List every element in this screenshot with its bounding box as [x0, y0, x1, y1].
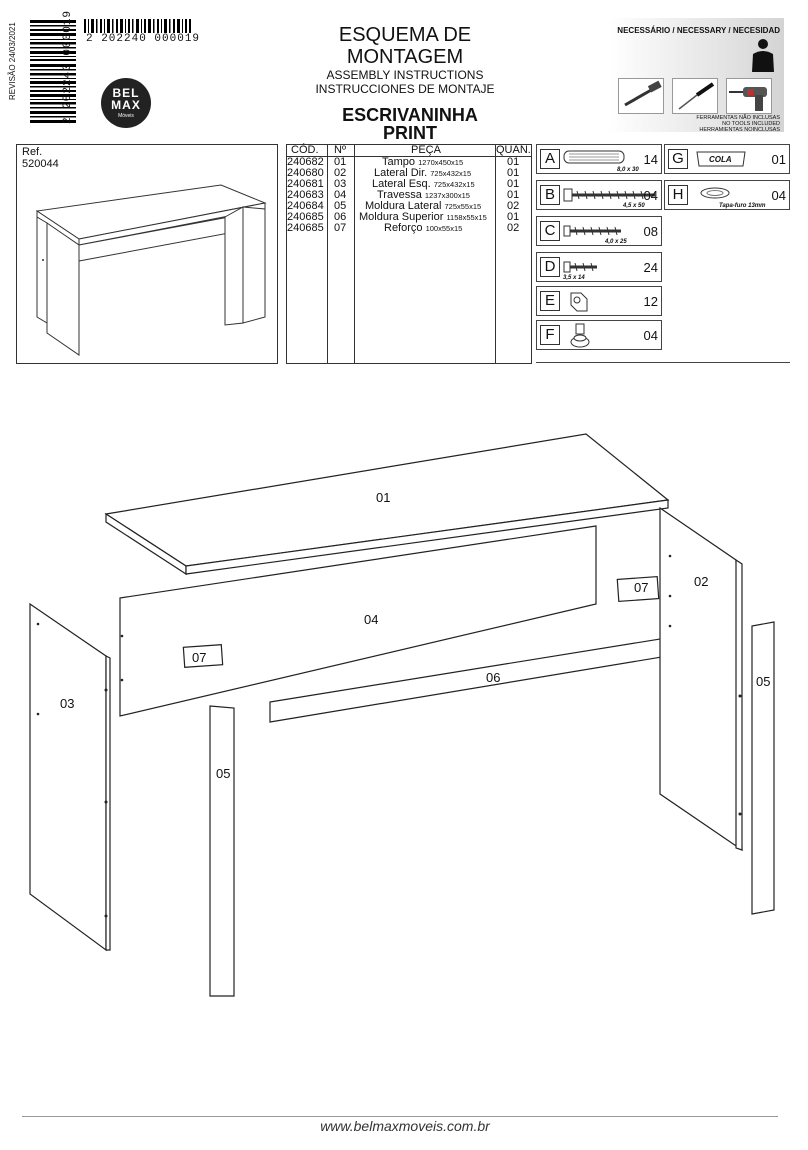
assembly-drawing — [0, 420, 808, 1020]
table-row: 240685 07 Reforço 100x55x15 02 — [287, 222, 520, 234]
tools-note: FERRAMENTAS NÃO INCLUSAS NO TOOLS INCLUDED HERRAMIENTAS NOINCLUSAS — [696, 115, 780, 133]
title-es: INSTRUCCIONES DE MONTAJE — [315, 82, 495, 96]
foot-pad-icon — [569, 322, 591, 350]
part-03-left — [30, 604, 106, 950]
hardware-item-a: A 14 8,0 x 30 — [536, 144, 662, 174]
table-row: 240682 01 Tampo 1270x450x15 01 — [287, 156, 520, 168]
hardware-item-h: H 04 Tapa-furo 13mm — [664, 180, 790, 210]
parts-table — [286, 144, 532, 364]
reference-box — [16, 144, 278, 364]
part-label-02: 02 — [694, 574, 709, 589]
short-screw-icon — [563, 259, 603, 275]
hardware-item-g: G COLA 01 — [664, 144, 790, 174]
reference-label: Ref. 520044 — [22, 146, 59, 170]
table-row: 240684 05 Moldura Lateral 725x55x15 02 — [287, 200, 520, 212]
part-05-right — [752, 622, 774, 914]
hole-cap-icon — [695, 185, 735, 201]
barcode-horizontal — [84, 19, 192, 33]
tools-panel — [608, 18, 784, 132]
part-label-03: 03 — [60, 696, 75, 711]
table-row: 240680 02 Lateral Dir. 725x432x15 01 — [287, 167, 520, 179]
header-piece: PEÇA — [411, 144, 441, 156]
hammer-icon — [618, 78, 664, 114]
part-label-06: 06 — [486, 670, 501, 685]
document-title — [290, 24, 520, 96]
screwdriver-icon — [672, 78, 718, 114]
barcode-number-vertical: 2 202240 000019 — [62, 9, 74, 124]
title-en: ASSEMBLY INSTRUCTIONS — [326, 68, 484, 82]
part-label-07-left: 07 — [192, 650, 207, 665]
header-number: Nº — [334, 144, 346, 156]
product-name: ESCRIVANINHA PRINT — [342, 105, 478, 143]
drill-icon — [726, 78, 772, 114]
part-label-04: 04 — [364, 612, 379, 627]
header-quantity: QUAN. — [496, 144, 531, 156]
person-icon — [749, 38, 777, 74]
screw-icon — [563, 223, 627, 239]
title-pt: ESQUEMA DE MONTAGEM — [338, 24, 472, 68]
part-05-left — [210, 706, 234, 996]
part-label-07-right: 07 — [634, 580, 649, 595]
desk-preview-drawing — [17, 145, 279, 365]
part-02-right — [660, 508, 742, 850]
part-label-05-right: 05 — [756, 674, 771, 689]
table-row: 240685 06 Moldura Superior 1158x55x15 01 — [287, 211, 520, 223]
part-label-01: 01 — [376, 490, 391, 505]
tools-header: NECESSÁRIO / NECESSARY / NECESIDAD — [617, 26, 780, 35]
reference-number: 520044 — [22, 158, 59, 170]
table-row: 240683 04 Travessa 1237x300x15 01 — [287, 189, 520, 201]
barcode-number-horizontal: 2 202240 000019 — [86, 33, 201, 45]
revision-date: REVISÃO 24/03/2021 — [8, 22, 17, 100]
hardware-item-e: E 12 — [536, 286, 662, 316]
wooden-dowel-icon — [563, 149, 627, 165]
hardware-item-d: D 24 3,5 x 14 — [536, 252, 662, 282]
bracket-icon — [567, 289, 591, 315]
hardware-item-f: F 04 — [536, 320, 662, 350]
header-code: CÓD. — [291, 144, 319, 156]
website-link[interactable]: www.belmaxmoveis.com.br — [320, 1118, 490, 1134]
table-row: 240681 03 Lateral Esq. 725x432x15 01 — [287, 178, 520, 190]
belmax-logo: BEL MAX Móveis — [101, 78, 151, 128]
hardware-item-b: B 04 4,5 x 50 — [536, 180, 662, 210]
part-label-05-left: 05 — [216, 766, 231, 781]
hardware-item-c: C 08 4,0 x 25 — [536, 216, 662, 246]
